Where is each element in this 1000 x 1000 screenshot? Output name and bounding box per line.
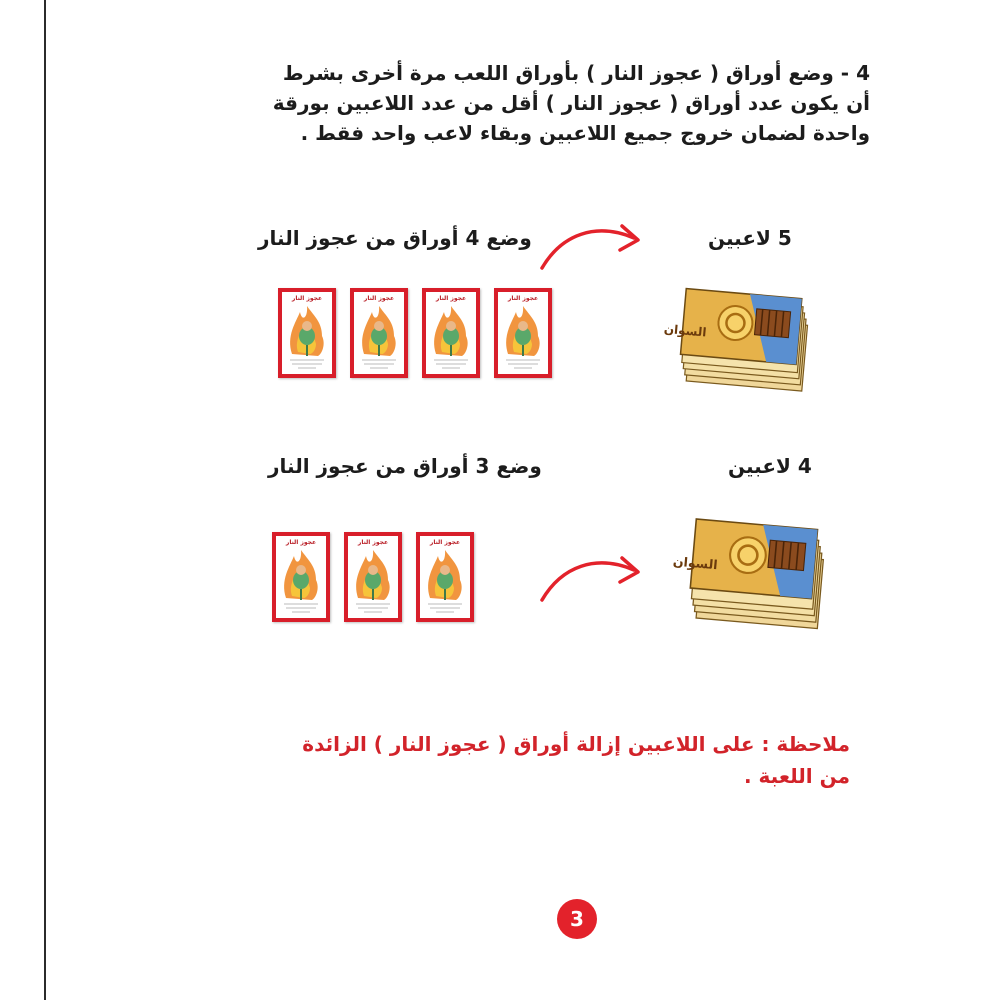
fire-card-row-1 — [278, 288, 552, 378]
fire-card-row-2 — [272, 532, 474, 622]
instruction-line: واحدة لضمان خروج جميع اللاعبين وبقاء لاعب واحد فقط . — [300, 121, 870, 145]
example1-cards-label: وضع 4 أوراق من عجوز النار — [258, 226, 532, 250]
fire-illustration-icon — [420, 536, 470, 618]
card-title: عجوز النار — [285, 539, 317, 546]
card-title: عجوز النار — [429, 539, 461, 546]
fire-old-woman-card — [416, 532, 474, 622]
curved-arrow-icon — [538, 214, 648, 274]
fire-old-woman-card — [350, 288, 408, 378]
example1-players-label: 5 لاعبين — [708, 226, 792, 250]
fire-illustration-icon — [276, 536, 326, 618]
card-title: عجوز النار — [291, 295, 323, 302]
fire-illustration-icon — [426, 292, 476, 374]
curved-arrow-icon — [538, 546, 648, 606]
note-line: ملاحظة : على اللاعبين إزالة أوراق ( عجوز النار ) الزائدة — [302, 732, 850, 756]
instruction-line: أن يكون عدد أوراق ( عجوز النار ) أقل من عدد اللاعبين بورقة — [272, 91, 870, 115]
player-card-deck-2 — [672, 510, 834, 638]
instruction-paragraph — [255, 58, 870, 148]
fire-old-woman-card — [422, 288, 480, 378]
page-margin-line — [44, 0, 46, 1000]
note-paragraph — [290, 728, 850, 792]
fire-illustration-icon — [282, 292, 332, 374]
card-title: عجوز النار — [357, 539, 389, 546]
card-title: عجوز النار — [507, 295, 539, 302]
player-card-deck-1 — [663, 280, 816, 402]
fire-illustration-icon — [348, 536, 398, 618]
note-line: من اللعبة . — [743, 764, 850, 788]
card-title: عجوز النار — [363, 295, 395, 302]
fire-old-woman-card — [344, 532, 402, 622]
fire-old-woman-card — [494, 288, 552, 378]
instruction-line: 4 - وضع أوراق ( عجوز النار ) بأوراق اللعب مرة أخرى بشرط — [282, 61, 870, 85]
example2-players-label: 4 لاعبين — [728, 454, 812, 478]
fire-illustration-icon — [498, 292, 548, 374]
fire-old-woman-card — [278, 288, 336, 378]
fire-old-woman-card — [272, 532, 330, 622]
example2-cards-label: وضع 3 أوراق من عجوز النار — [268, 454, 542, 478]
deck-brand-text: السوان — [663, 321, 708, 340]
deck-brand-text: السوان — [672, 553, 719, 573]
card-title: عجوز النار — [435, 295, 467, 302]
page-number-badge: 3 — [557, 899, 597, 939]
fire-illustration-icon — [354, 292, 404, 374]
